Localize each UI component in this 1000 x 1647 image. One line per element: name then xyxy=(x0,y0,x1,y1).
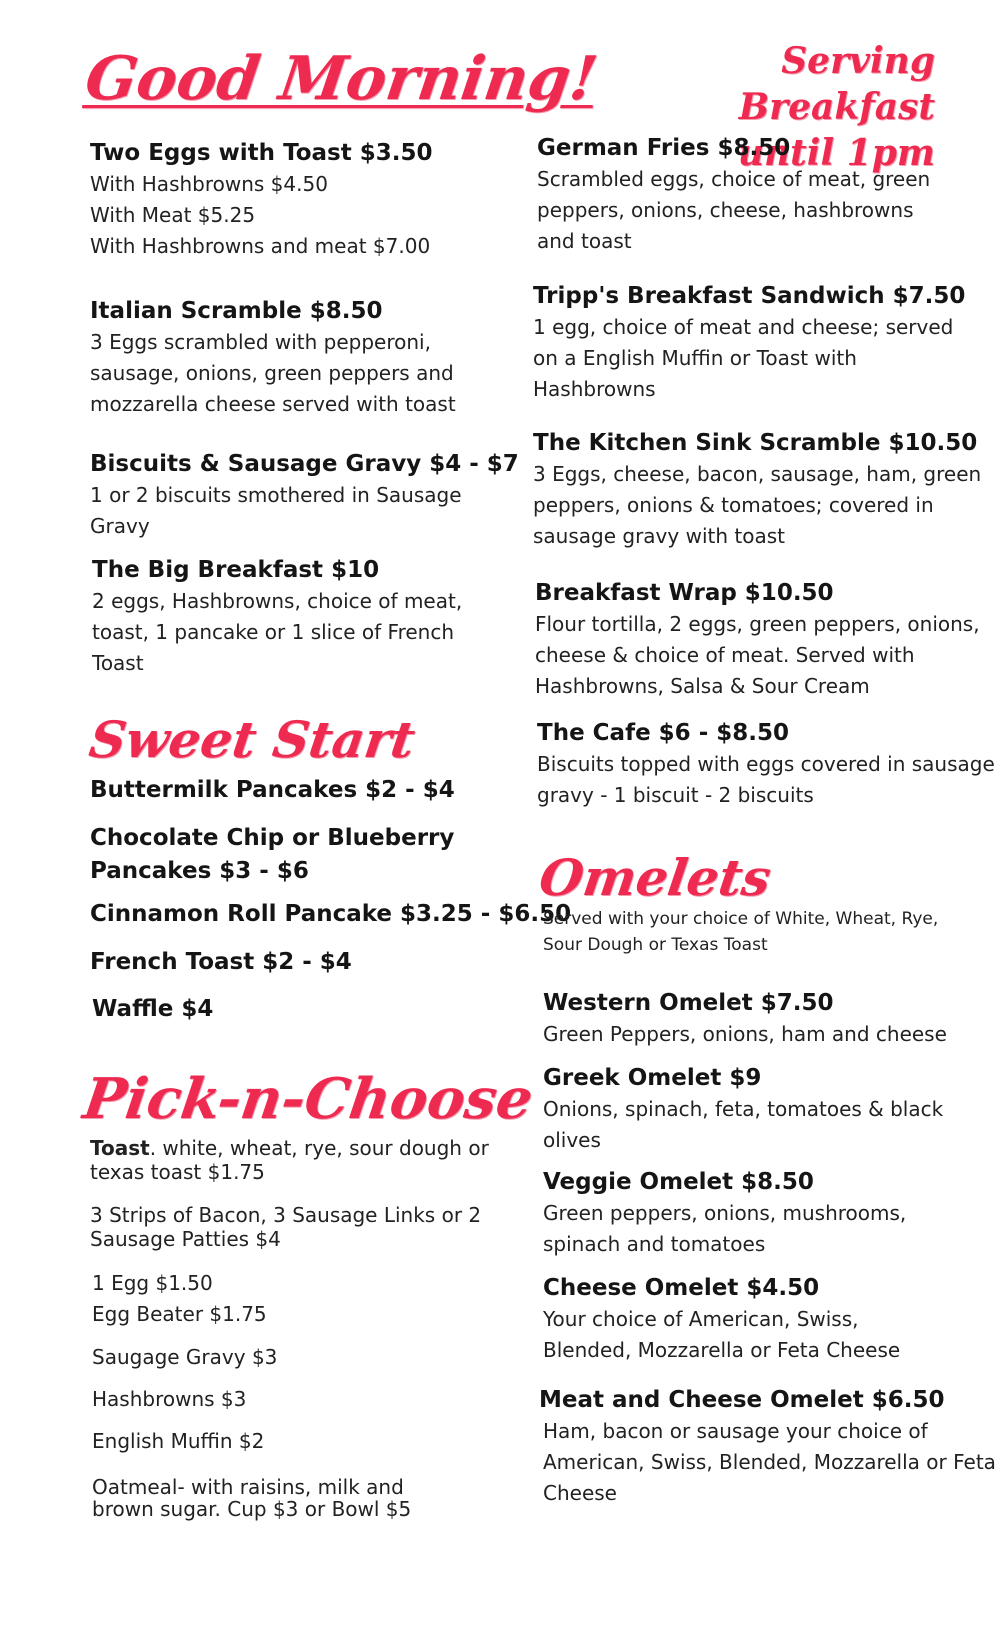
item-title: The Kitchen Sink Scramble $10.50 xyxy=(533,430,978,456)
toast-options: . white, wheat, rye, sour dough or xyxy=(149,1136,489,1160)
sweet-item-cinnamon-roll: Cinnamon Roll Pancake $3.25 - $6.50 xyxy=(90,901,572,927)
menu-item-breakfast-wrap xyxy=(535,578,980,702)
meat-line-2: Sausage Patties $4 xyxy=(90,1227,281,1251)
sweet-item-buttermilk: Buttermilk Pancakes $2 - $4 xyxy=(90,777,455,803)
item-line: Green Peppers, onions, ham and cheese xyxy=(543,1022,947,1046)
item-line: With Meat $5.25 xyxy=(90,203,256,227)
heading-omelets: Omelets xyxy=(535,848,775,907)
pick-meat xyxy=(90,1203,481,1251)
menu-item-italian-scramble xyxy=(90,296,456,420)
item-title: Meat and Cheese Omelet $6.50 xyxy=(539,1387,945,1413)
item-line: 2 eggs, Hashbrowns, choice of meat, xyxy=(92,589,463,613)
menu-item-the-cafe xyxy=(537,718,995,811)
item-title: Italian Scramble $8.50 xyxy=(90,298,383,324)
serving-line-2: until 1pm xyxy=(737,132,935,174)
menu-item-cheese-omelet xyxy=(543,1273,900,1366)
note-line: Served with your choice of White, Wheat, Rye, xyxy=(543,909,939,929)
item-line: Hashbrowns, Salsa & Sour Cream xyxy=(535,674,870,698)
heading-pick-n-choose: Pick-n-Choose xyxy=(79,1066,537,1132)
item-line: Scrambled eggs, choice of meat, green xyxy=(537,167,931,191)
item-line: 3 Eggs scrambled with pepperoni, xyxy=(90,330,431,354)
item-line: 1 egg, choice of meat and cheese; served xyxy=(533,315,954,339)
sweet-item-waffle: Waffle $4 xyxy=(92,996,214,1022)
meat-line-1: 3 Strips of Bacon, 3 Sausage Links or 2 xyxy=(90,1203,482,1227)
pick-oatmeal xyxy=(92,1476,411,1520)
pick-gravy: Saugage Gravy $3 xyxy=(92,1345,278,1369)
item-title: Two Eggs with Toast $3.50 xyxy=(90,140,433,166)
oatmeal-line-2: brown sugar. Cup $3 or Bowl $5 xyxy=(92,1497,412,1521)
egg-beater-item: Egg Beater $1.75 xyxy=(92,1302,267,1326)
oatmeal-line-1: Oatmeal- with raisins, milk and xyxy=(92,1475,404,1499)
item-line: Toast xyxy=(92,651,144,675)
menu-item-meat-cheese-omelet xyxy=(539,1385,996,1509)
toast-price: texas toast $1.75 xyxy=(90,1160,265,1184)
pick-english-muffin: English Muffin $2 xyxy=(92,1429,265,1453)
item-line: sausage, onions, green peppers and xyxy=(90,361,454,385)
pick-eggs xyxy=(92,1268,267,1330)
menu-item-two-eggs xyxy=(90,138,432,262)
pick-hashbrowns: Hashbrowns $3 xyxy=(92,1387,247,1411)
item-line: peppers, onions & tomatoes; covered in xyxy=(533,493,934,517)
item-line: mozzarella cheese served with toast xyxy=(90,392,456,416)
item-line: Cheese xyxy=(543,1481,617,1505)
omelets-note xyxy=(543,906,938,958)
item-line: Green peppers, onions, mushrooms, xyxy=(543,1201,907,1225)
toast-label: Toast xyxy=(90,1136,150,1160)
menu-item-tripps-sandwich xyxy=(533,281,965,405)
pick-toast xyxy=(90,1136,489,1184)
item-line: 3 Eggs, cheese, bacon, sausage, ham, green xyxy=(533,462,982,486)
item-title: Greek Omelet $9 xyxy=(543,1065,762,1091)
item-line: Onions, spinach, feta, tomatoes & black xyxy=(543,1097,944,1121)
item-line: Your choice of American, Swiss, xyxy=(543,1307,859,1331)
item-title: Biscuits & Sausage Gravy $4 - $7 xyxy=(90,451,519,477)
menu-item-western-omelet xyxy=(543,988,947,1050)
item-line: Blended, Mozzarella or Feta Cheese xyxy=(543,1338,901,1362)
item-line: cheese & choice of meat. Served with xyxy=(535,643,915,667)
item-line: American, Swiss, Blended, Mozzarella or Feta xyxy=(543,1450,996,1474)
menu-item-german-fries xyxy=(537,133,930,257)
sweet-item-chocolate-chip-price: Pancakes $3 - $6 xyxy=(90,858,309,884)
item-line: 1 or 2 biscuits smothered in Sausage xyxy=(90,483,462,507)
menu-item-greek-omelet xyxy=(543,1063,943,1156)
item-title: Breakfast Wrap $10.50 xyxy=(535,580,834,606)
item-line: Hashbrowns xyxy=(533,377,656,401)
note-line: Sour Dough or Texas Toast xyxy=(543,935,768,955)
item-line: Flour tortilla, 2 eggs, green peppers, onions, xyxy=(535,612,980,636)
item-line: Gravy xyxy=(90,514,150,538)
item-line: toast, 1 pancake or 1 slice of French xyxy=(92,620,455,644)
item-line: on a English Muffin or Toast with xyxy=(533,346,857,370)
menu-item-big-breakfast xyxy=(92,555,462,679)
item-line: spinach and tomatoes xyxy=(543,1232,766,1256)
item-line: Ham, bacon or sausage your choice of xyxy=(543,1419,928,1443)
heading-sweet-start: Sweet Start xyxy=(85,710,419,769)
item-line: With Hashbrowns and meat $7.00 xyxy=(90,234,431,258)
sweet-item-french-toast: French Toast $2 - $4 xyxy=(90,949,352,975)
menu-item-kitchen-sink xyxy=(533,428,981,552)
item-line: peppers, onions, cheese, hashbrowns xyxy=(537,198,914,222)
sweet-item-chocolate-chip: Chocolate Chip or Blueberry xyxy=(90,825,455,851)
item-line: With Hashbrowns $4.50 xyxy=(90,172,328,196)
item-title: Tripp's Breakfast Sandwich $7.50 xyxy=(533,283,966,309)
heading-good-morning: Good Morning! xyxy=(81,44,602,114)
item-line: Biscuits topped with eggs covered in sausage xyxy=(537,752,995,776)
item-title: The Big Breakfast $10 xyxy=(92,557,380,583)
item-title: Cheese Omelet $4.50 xyxy=(543,1275,820,1301)
menu-item-veggie-omelet xyxy=(543,1167,906,1260)
item-title: German Fries $8.50 xyxy=(537,135,791,161)
egg-item: 1 Egg $1.50 xyxy=(92,1271,213,1295)
serving-line-1: Serving Breakfast xyxy=(738,40,935,128)
item-line: olives xyxy=(543,1128,601,1152)
menu-item-biscuits-gravy xyxy=(90,449,519,542)
item-title: Veggie Omelet $8.50 xyxy=(543,1169,814,1195)
item-line: sausage gravy with toast xyxy=(533,524,785,548)
item-title: Western Omelet $7.50 xyxy=(543,990,834,1016)
item-line: gravy - 1 biscuit - 2 biscuits xyxy=(537,783,814,807)
item-line: and toast xyxy=(537,229,632,253)
item-title: The Cafe $6 - $8.50 xyxy=(537,720,790,746)
